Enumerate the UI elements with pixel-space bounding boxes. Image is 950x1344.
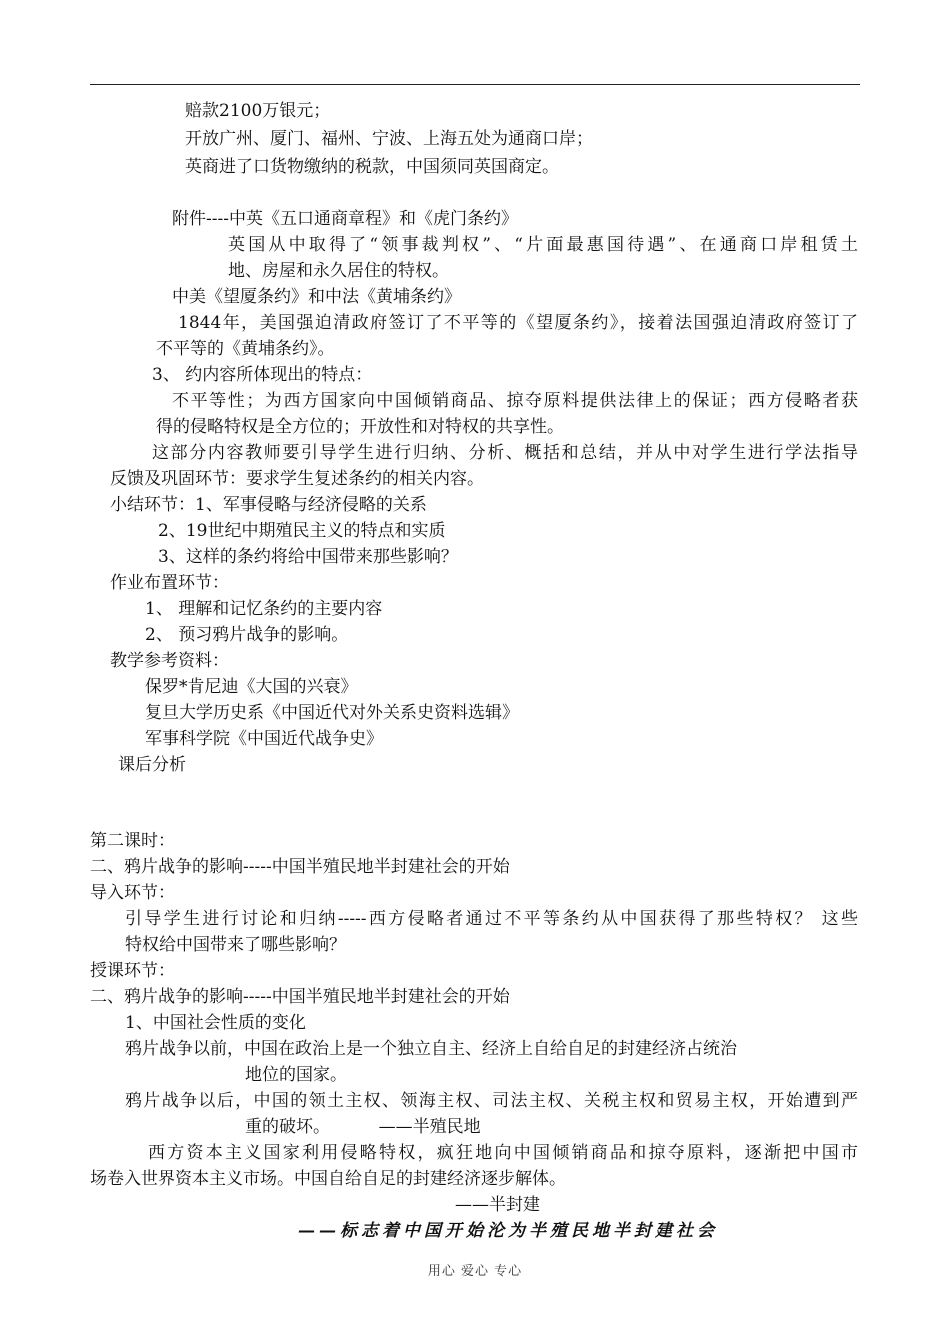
text-line-reference-1: 保罗*肯尼迪《大国的兴衰》 — [145, 677, 358, 697]
text-line-semi-feudal: ——半封建 — [455, 1195, 540, 1215]
text-line-annex: 附件----中英《五口通商章程》和《虎门条约》 — [172, 209, 518, 229]
text-line-before-war-2: 地位的国家。 — [245, 1065, 347, 1085]
text-line-summary-2: 2、19世纪中期殖民主义的特点和实质 — [158, 521, 446, 541]
header-rule — [90, 84, 860, 85]
text-line-summary-1: 小结环节：1、军事侵略与经济侵略的关系 — [110, 495, 427, 515]
text-line-post-class-analysis: 课后分析 — [118, 755, 186, 775]
text-line-lesson-title: 二、鸦片战争的影响-----中国半殖民地半封建社会的开始 — [90, 857, 510, 877]
text-line-teacher-guide: 这部分内容教师要引导学生进行归纳、分析、概括和总结，并从中对学生进行学法指导 — [152, 443, 858, 463]
text-line-western-2: 场卷入世界资本主义市场。中国自给自足的封建经济逐步解体。 — [90, 1169, 566, 1189]
text-line-privileges-2: 地、房屋和永久居住的特权。 — [228, 261, 449, 281]
text-line-ports: 开放广州、厦门、福州、宁波、上海五处为通商口岸； — [185, 129, 593, 149]
text-line-intro-heading: 导入环节： — [90, 883, 175, 903]
text-line-society-change: 1、中国社会性质的变化 — [125, 1013, 306, 1033]
text-line-teaching-title: 二、鸦片战争的影响-----中国半殖民地半封建社会的开始 — [90, 987, 510, 1007]
text-line-teaching-heading: 授课环节： — [90, 961, 175, 981]
conclusion-line: ——标志着中国开始沦为半殖民地半封建社会 — [298, 1221, 718, 1241]
text-line-western-1: 西方资本主义国家利用侵略特权，疯狂地向中国倾销商品和掠夺原料，逐渐把中国市 — [148, 1143, 858, 1163]
text-line-references-heading: 教学参考资料： — [110, 651, 229, 671]
text-line-reference-3: 军事科学院《中国近代战争史》 — [145, 729, 383, 749]
text-line-intro-1: 引导学生进行讨论和归纳-----西方侵略者通过不平等条约从中国获得了那些特权？ 这些 — [125, 909, 858, 929]
text-line-features-heading: 3、 约内容所体现出的特点： — [152, 365, 373, 385]
text-line-features-1: 不平等性；为西方国家向中国倾销商品、掠夺原料提供法律上的保证；西方侵略者获 — [172, 391, 858, 411]
text-line-1844-1: 1844年，美国强迫清政府签订了不平等的《望厦条约》，接着法国强迫清政府签订了 — [178, 313, 858, 333]
text-line-us-france-treaties: 中美《望厦条约》和中法《黄埔条约》 — [172, 287, 461, 307]
text-line-second-lesson: 第二课时： — [90, 831, 175, 851]
text-line-tariff: 英商进了口货物缴纳的税款，中国须同英国商定。 — [185, 157, 559, 177]
text-line-homework-1: 1、 理解和记忆条约的主要内容 — [145, 599, 383, 619]
text-line-1844-2: 不平等的《黄埔条约》。 — [156, 339, 335, 359]
text-line-homework-2: 2、 预习鸦片战争的影响。 — [145, 625, 349, 645]
text-line-summary-3: 3、这样的条约将给中国带来那些影响？ — [158, 547, 458, 567]
text-line-after-war-1: 鸦片战争以后，中国的领土主权、领海主权、司法主权、关税主权和贸易主权，开始遭到严 — [125, 1091, 858, 1111]
text-line-features-2: 得的侵略特权是全方位的；开放性和对特权的共享性。 — [156, 417, 564, 437]
text-line-after-war-2: 重的破坏。 ——半殖民地 — [245, 1117, 481, 1137]
page-footer: 用心 爱心 专心 — [427, 1264, 523, 1279]
text-line-homework-heading: 作业布置环节： — [110, 573, 229, 593]
text-line-intro-2: 特权给中国带来了哪些影响？ — [125, 935, 346, 955]
text-line-indemnity: 赔款2100万银元； — [185, 101, 331, 121]
text-line-feedback: 反馈及巩固环节：要求学生复述条约的相关内容。 — [110, 469, 484, 489]
text-line-privileges-1: 英国从中取得了“领事裁判权”、“片面最惠国待遇”、在通商口岸租赁土 — [228, 235, 858, 255]
text-line-before-war-1: 鸦片战争以前，中国在政治上是一个独立自主、经济上自给自足的封建经济占统治 — [125, 1039, 737, 1059]
text-line-reference-2: 复旦大学历史系《中国近代对外关系史资料选辑》 — [145, 703, 519, 723]
